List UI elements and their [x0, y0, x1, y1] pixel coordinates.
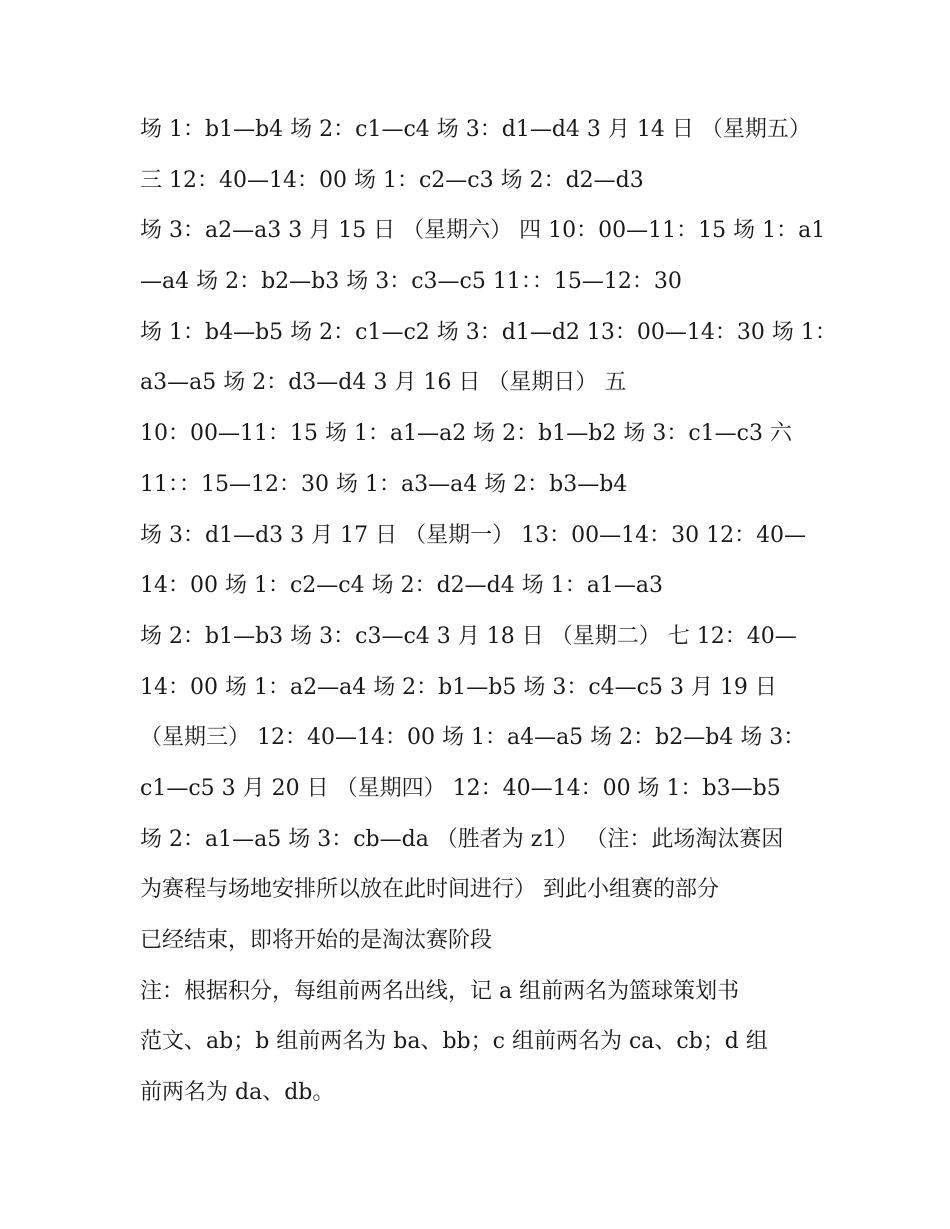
text-line: 前两名为 da、db。 — [140, 1080, 335, 1106]
text-line: 10：00—11：15 场 1：a1—a2 场 2：b1—b2 场 3：c1—c3 六 — [140, 421, 792, 447]
text-line: 场 1：b1—b4 场 2：c1—c4 场 3：d1—d4 3 月 14 日 （星期五） — [140, 117, 811, 142]
text-line: 场 2：a1—a5 场 3：cb—da （胜者为 z1） （注：此场淘汰赛因 — [140, 826, 784, 852]
text-line: 注：根据积分，每组前两名出线，记 a 组前两名为篮球策划书 — [140, 978, 740, 1004]
text-line: 11：：15—12：30 场 1：a3—a4 场 2：b3—b4 — [140, 471, 628, 497]
text-line: 三 12：40—14：00 场 1：c2—c3 场 2：d2—d3 — [140, 167, 644, 193]
text-line: c1—c5 3 月 20 日 （星期四） 12：40—14：00 场 1：b3—b5 — [140, 775, 781, 801]
text-line: 场 2：b1—b3 场 3：c3—c4 3 月 18 日 （星期二） 七 12：40— — [140, 623, 797, 649]
text-line: 已经结束，即将开始的是淘汰赛阶段 — [140, 928, 493, 953]
text-line: 范文、ab；b 组前两名为 ba、bb；c 组前两名为 ca、cb；d 组 — [140, 1029, 768, 1055]
document-body — [140, 105, 837, 1119]
text-line: 场 3：d1—d3 3 月 17 日 （星期一） 13：00—14：30 12：40— — [140, 522, 807, 548]
text-line: 为赛程与场地安排所以放在此时间进行） 到此小组赛的部分 — [140, 877, 719, 903]
text-line: —a4 场 2：b2—b3 场 3：c3—c5 11：：15—12：30 — [140, 269, 682, 295]
text-line: （星期三） 12：40—14：00 场 1：a4—a5 场 2：b2—b4 场 3： — [140, 725, 806, 751]
text-line: 场 1：b4—b5 场 2：c1—c2 场 3：d1—d2 13：00—14：30 场 1： — [140, 319, 837, 345]
text-line: a3—a5 场 2：d3—d4 3 月 16 日 （星期日） 五 — [140, 370, 627, 396]
text-line: 14：00 场 1：a2—a4 场 2：b1—b5 场 3：c4—c5 3 月 19 日 — [140, 674, 777, 700]
text-line: 场 3：a2—a3 3 月 15 日 （星期六） 四 10：00—11：15 场 1：a1 — [140, 218, 826, 244]
text-line: 14：00 场 1：c2—c4 场 2：d2—d4 场 1：a1—a3 — [140, 573, 663, 599]
